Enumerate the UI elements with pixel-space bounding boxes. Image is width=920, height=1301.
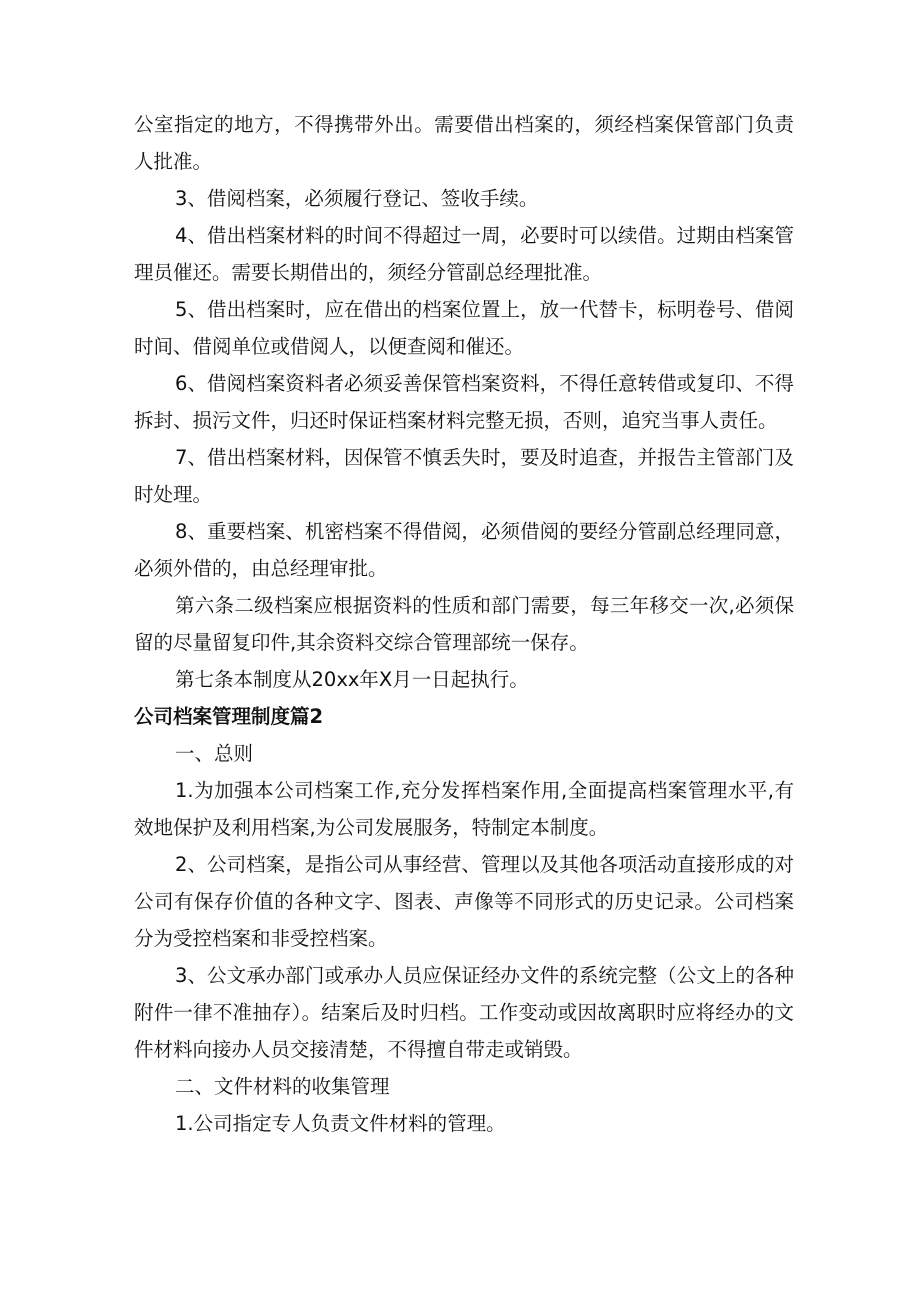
document-page	[134, 106, 794, 1142]
paragraph-item-3: 3、借阅档案，必须履行登记、签收手续。	[175, 187, 539, 210]
paragraph-item-7: 7、借出档案材料，因保管不慎丢失时，要及时追查，并报告主管部门及时处理。	[134, 446, 794, 506]
section-heading: 公司档案管理制度篇2	[134, 705, 324, 728]
paragraph-item-8: 8、重要档案、机密档案不得借阅，必须借阅的要经分管副总经理同意，必须外借的，由总经理审批。	[134, 520, 794, 580]
paragraph-general-2: 2、公司档案，是指公司从事经营、管理以及其他各项活动直接形成的对公司有保存价值的各种文字、图表、声像等不同形式的历史记录。公司档案分为受控档案和非受控档案。	[134, 853, 794, 950]
subheading-collection: 二、文件材料的收集管理	[175, 1075, 390, 1098]
paragraph-article-7: 第七条本制度从20xx年X月一日起执行。	[175, 668, 529, 691]
paragraph-general-1: 1.为加强本公司档案工作,充分发挥档案作用,全面提高档案管理水平,有效地保护及利用档案,为公司发展服务，特制定本制度。	[134, 779, 794, 839]
paragraph-item-6: 6、借阅档案资料者必须妥善保管档案资料，不得任意转借或复印、不得拆封、损污文件，归还时保证档案材料完整无损，否则，追究当事人责任。	[134, 372, 794, 432]
paragraph-item-4: 4、借出档案材料的时间不得超过一周，必要时可以续借。过期由档案管理员催还。需要长期借出的，须经分管副总经理批准。	[134, 224, 794, 284]
paragraph-continuation: 公室指定的地方，不得携带外出。需要借出档案的，须经档案保管部门负责人批准。	[134, 113, 794, 173]
paragraph-general-3: 3、公文承办部门或承办人员应保证经办文件的系统完整（公文上的各种附件一律不准抽存）。结案后及时归档。工作变动或因故离职时应将经办的文件材料向接办人员交接清楚，不得擅自带走或销毁。	[134, 964, 794, 1061]
paragraph-item-5: 5、借出档案时，应在借出的档案位置上，放一代替卡，标明卷号、借阅时间、借阅单位或借阅人，以便查阅和催还。	[134, 298, 794, 358]
paragraph-article-6: 第六条二级档案应根据资料的性质和部门需要，每三年移交一次,必须保留的尽量留复印件,其余资料交综合管理部统一保存。	[134, 594, 794, 654]
subheading-general: 一、总则	[175, 742, 254, 765]
paragraph-collection-1: 1.公司指定专人负责文件材料的管理。	[175, 1112, 506, 1135]
